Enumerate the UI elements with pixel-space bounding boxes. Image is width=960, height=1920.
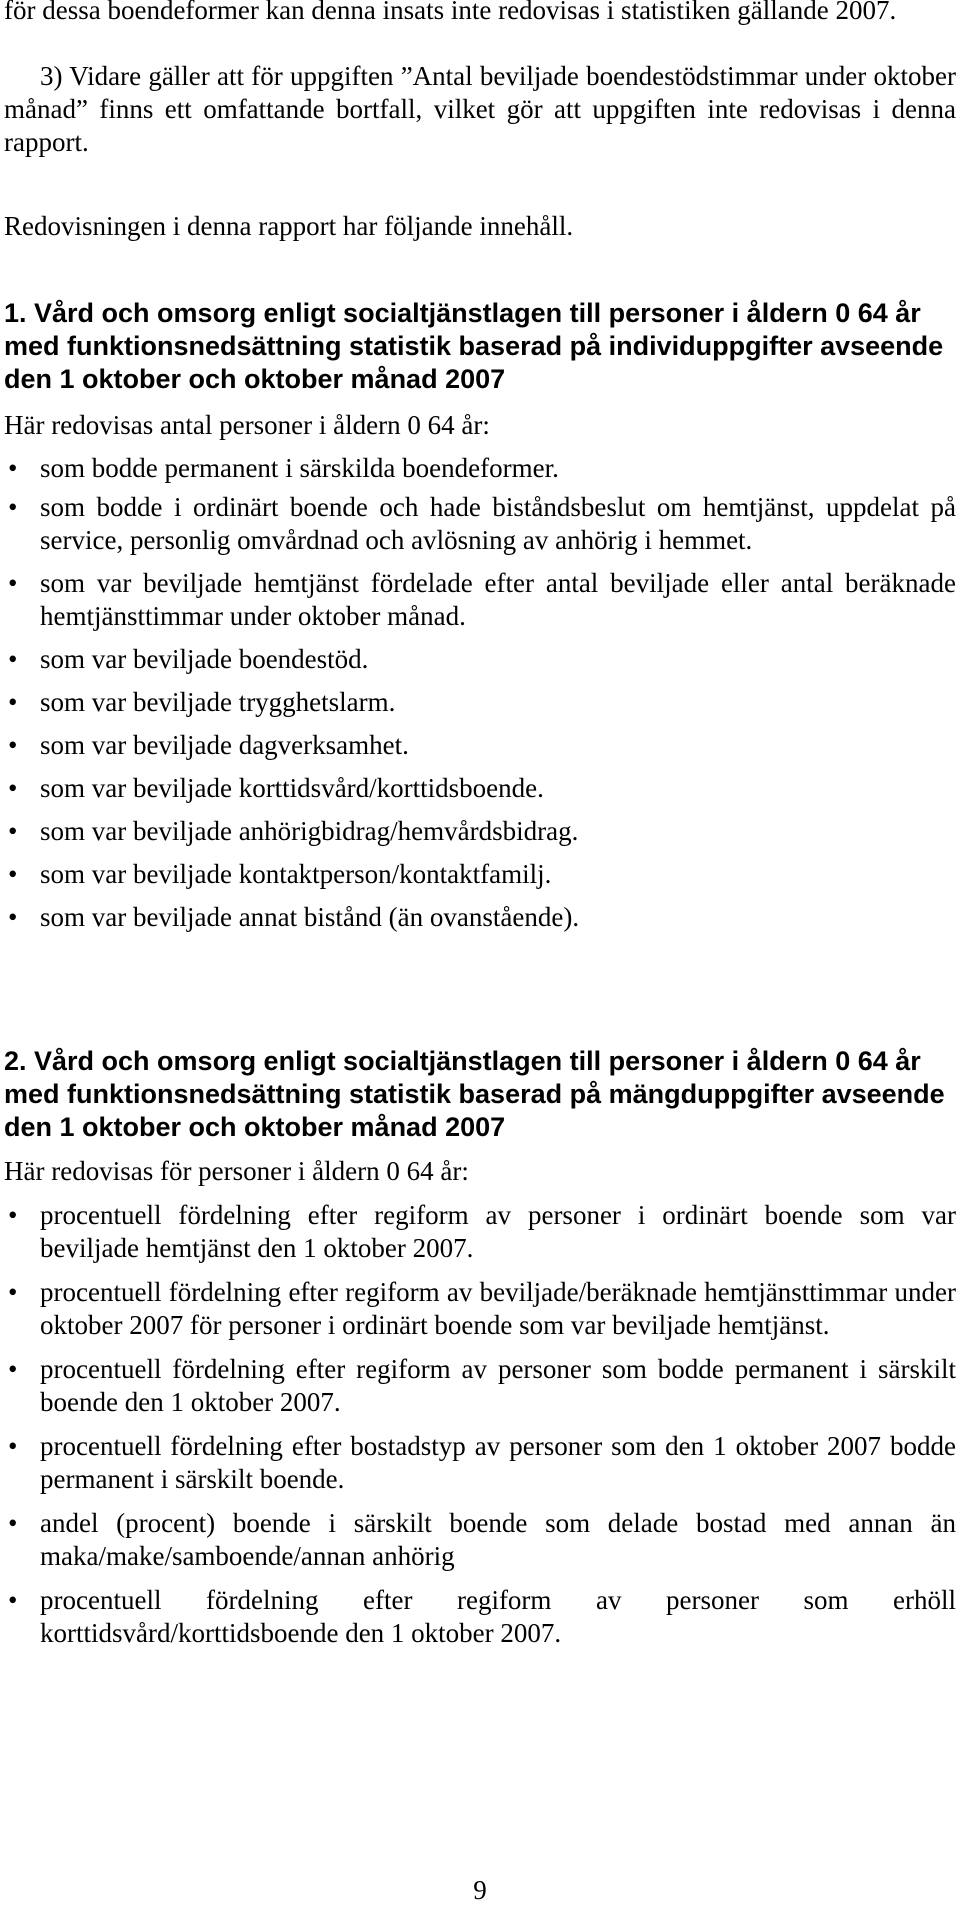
bullet-icon: • — [8, 1277, 18, 1307]
section-1-lead: Här redovisas antal personer i åldern 0 64 år: — [4, 410, 490, 440]
intro-paragraph-1: för dessa boendeformer kan denna insats inte redovisas i statistiken gällande 2007. — [4, 0, 897, 25]
bullet-icon: • — [8, 859, 18, 889]
list-item: • som var beviljade annat bistånd (än ovanstående). — [8, 902, 580, 932]
bullet-icon: • — [8, 730, 18, 760]
list-item: • procentuell fördelning efter bostadstyp av personer som den 1 oktober 2007 bodde permanent i särskilt boende. — [8, 1431, 956, 1494]
list-item: • procentuell fördelning efter regiform av personer i ordinärt boende som var beviljade hemtjänst den 1 oktober 2007. — [8, 1200, 956, 1263]
section-2-list — [4, 1199, 956, 1650]
list-item: • som var beviljade hemtjänst fördelade efter antal beviljade eller antal beräknade hemtjänsttimmar under oktober månad. — [8, 568, 956, 631]
list-item: • som var beviljade anhörigbidrag/hemvårdsbidrag. — [8, 816, 579, 846]
bullet-icon: • — [8, 687, 18, 717]
section-2-heading: 2. Vård och omsorg enligt socialtjänstlagen till personer i åldern 0 64 år med funktionsnedsättning statistik baserad på mängduppgifter avseende den 1 oktober och oktober månad 2007 — [4, 1046, 945, 1142]
bullet-icon: • — [8, 773, 18, 803]
list-item: • procentuell fördelning efter regiform av personer som bodde permanent i särskilt boende den 1 oktober 2007. — [8, 1354, 956, 1417]
bullet-icon: • — [8, 644, 18, 674]
bullet-icon: • — [8, 902, 18, 932]
list-item: • som bodde i ordinärt boende och hade biståndsbeslut om hemtjänst, uppdelat på service, personlig omvårdnad och avlösning av anhörig i hemmet. — [8, 492, 956, 555]
bullet-icon: • — [8, 492, 18, 522]
list-item: • som var beviljade boendestöd. — [8, 644, 369, 674]
list-item: • som var beviljade dagverksamhet. — [8, 730, 409, 760]
list-item: • som var beviljade kontaktperson/kontaktfamilj. — [8, 859, 552, 889]
bullet-icon: • — [8, 1585, 18, 1615]
page-number: 9 — [473, 1875, 487, 1905]
section-1-list — [4, 452, 956, 934]
bullet-icon: • — [8, 1354, 18, 1384]
section-2-lead: Här redovisas för personer i åldern 0 64 år: — [4, 1156, 469, 1186]
list-item: • som bodde permanent i särskilda boendeformer. — [8, 453, 559, 483]
bullet-icon: • — [8, 1200, 18, 1230]
list-item: • andel (procent) boende i särskilt boende som delade bostad med annan än maka/make/samboende/annan anhörig — [8, 1508, 956, 1571]
bullet-icon: • — [8, 1508, 18, 1538]
bullet-icon: • — [8, 568, 18, 598]
intro-paragraph-3: Redovisningen i denna rapport har följande innehåll. — [4, 211, 574, 241]
intro-paragraph-2: 3) Vidare gäller att för uppgiften ”Antal beviljade boendestödstimmar under oktober månad” finns ett omfattande bortfall, vilket gör att uppgiften inte redovisas i denna rapport. — [4, 61, 956, 157]
section-1-heading: 1. Vård och omsorg enligt socialtjänstlagen till personer i åldern 0 64 år med funktionsnedsättning statistik baserad på individuppgifter avseende den 1 oktober och oktober månad 2007 — [4, 298, 944, 394]
list-item: • som var beviljade trygghetslarm. — [8, 687, 396, 717]
list-item: • som var beviljade korttidsvård/korttidsboende. — [8, 773, 544, 803]
bullet-icon: • — [8, 1431, 18, 1461]
list-item: • procentuell fördelning efter regiform av personer som erhöll korttidsvård/korttidsboende den 1 oktober 2007. — [8, 1585, 956, 1648]
list-item: • procentuell fördelning efter regiform av beviljade/beräknade hemtjänsttimmar under oktober 2007 för personer i ordinärt boende som var beviljade hemtjänst. — [8, 1277, 956, 1340]
bullet-icon: • — [8, 816, 18, 846]
bullet-icon: • — [8, 453, 18, 483]
